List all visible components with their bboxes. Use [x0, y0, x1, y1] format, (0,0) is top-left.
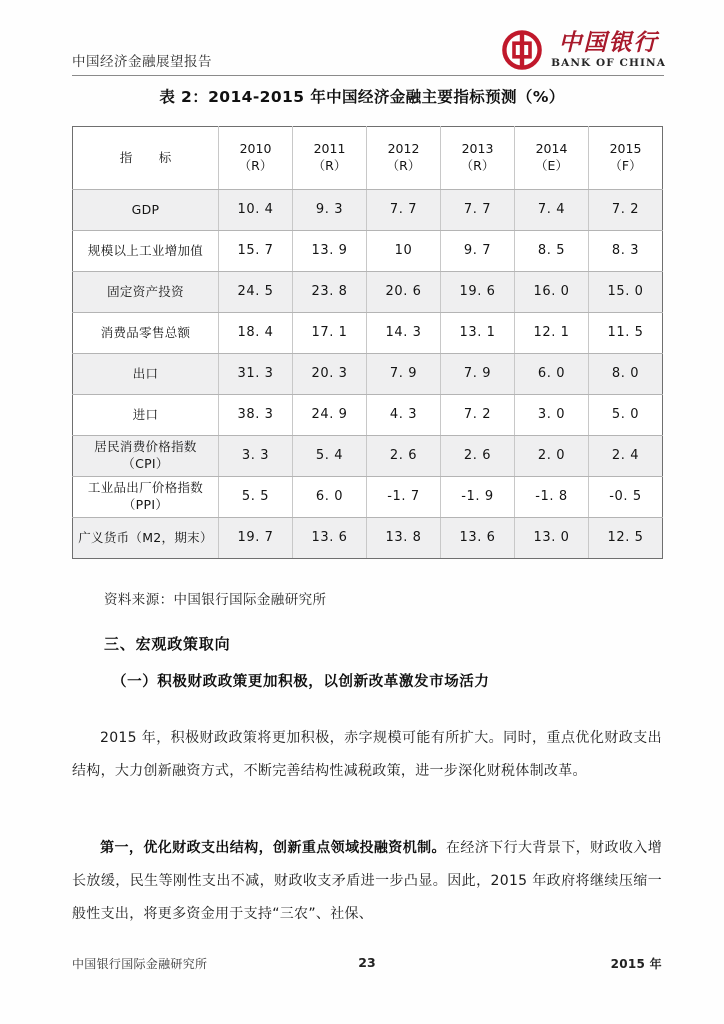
table-row-label: 固定资产投资 — [73, 272, 219, 313]
table-cell-value: 2. 6 — [441, 436, 515, 477]
col-header-2010-tag: （R） — [238, 158, 273, 173]
table-cell-value: 10 — [367, 231, 441, 272]
bank-of-china-logo — [502, 30, 666, 70]
col-header-2011-year: 2011 — [313, 141, 346, 157]
table-cell-value: 4. 3 — [367, 395, 441, 436]
table-row — [73, 272, 663, 313]
col-header-2013 — [441, 127, 515, 190]
table-cell-value: 14. 3 — [367, 313, 441, 354]
table-source-note: 资料来源：中国银行国际金融研究所 — [104, 592, 327, 608]
table-row-label: 进口 — [73, 395, 219, 436]
table-cell-value: 20. 6 — [367, 272, 441, 313]
table-cell-value: 8. 5 — [515, 231, 589, 272]
table-cell-value: 24. 5 — [219, 272, 293, 313]
table-cell-value: 2. 4 — [589, 436, 663, 477]
table-cell-value: 15. 7 — [219, 231, 293, 272]
table-cell-value: 17. 1 — [293, 313, 367, 354]
table-cell-value: 7. 9 — [367, 354, 441, 395]
page-footer — [72, 955, 662, 975]
page-header — [72, 28, 666, 76]
section-heading-level1: 三、宏观政策取向 — [104, 635, 231, 653]
table-cell-value: 31. 3 — [219, 354, 293, 395]
table-cell-value: 13. 6 — [293, 518, 367, 559]
col-header-indicator — [73, 127, 219, 190]
table-cell-value: 13. 6 — [441, 518, 515, 559]
table-cell-value: 24. 9 — [293, 395, 367, 436]
table-cell-value: 7. 9 — [441, 354, 515, 395]
table-body — [73, 190, 663, 559]
table-cell-value: 13. 9 — [293, 231, 367, 272]
boc-english-name: BANK OF CHINA — [551, 57, 666, 70]
table-row-label: GDP — [73, 190, 219, 231]
body-paragraph-2-rest: 在经济下行大背景下，财政收入增长放缓，民生等刚性支出不减，财政收支矛盾进一步凸显。因此，2015 年政府将继续压缩一般性支出，将更多资金用于支持“三农”、社保、 — [72, 840, 662, 922]
footer-page-number: 23 — [358, 955, 376, 970]
table-cell-value: 6. 0 — [293, 477, 367, 518]
col-header-2015-year: 2015 — [609, 141, 642, 157]
header-divider — [72, 75, 664, 76]
table-cell-value: 9. 7 — [441, 231, 515, 272]
table-cell-value: 3. 0 — [515, 395, 589, 436]
col-header-2014-tag: （E） — [535, 158, 568, 173]
col-header-2011 — [293, 127, 367, 190]
table-row-label — [73, 477, 219, 518]
table-row — [73, 436, 663, 477]
footer-institution: 中国银行国际金融研究所 — [72, 957, 208, 971]
table-cell-value: 13. 1 — [441, 313, 515, 354]
table-cell-value: 7. 7 — [367, 190, 441, 231]
table-cell-value: 18. 4 — [219, 313, 293, 354]
col-header-2013-year: 2013 — [461, 141, 494, 157]
table-cell-value: 7. 7 — [441, 190, 515, 231]
body-paragraph-2 — [72, 832, 662, 931]
table-cell-value: 8. 0 — [589, 354, 663, 395]
forecast-table-container — [72, 126, 662, 559]
table-cell-value: 5. 0 — [589, 395, 663, 436]
col-header-2013-tag: （R） — [460, 158, 495, 173]
table-cell-value: -1. 7 — [367, 477, 441, 518]
table-cell-value: 11. 5 — [589, 313, 663, 354]
forecast-table — [72, 126, 663, 559]
body-paragraph-1-text: 2015 年，积极财政政策将更加积极，赤字规模可能有所扩大。同时，重点优化财政支出结构，大力创新融资方式，不断完善结构性减税政策，进一步深化财税体制改革。 — [72, 730, 662, 779]
table-row-label: 规模以上工业增加值 — [73, 231, 219, 272]
col-header-2012-year: 2012 — [387, 141, 420, 157]
footer-year: 2015 年 — [610, 957, 662, 971]
table-row-label-line2: （CPI） — [122, 456, 169, 471]
table-cell-value: 5. 4 — [293, 436, 367, 477]
table-row — [73, 395, 663, 436]
table-cell-value: -1. 8 — [515, 477, 589, 518]
table-cell-value: 20. 3 — [293, 354, 367, 395]
table-row — [73, 190, 663, 231]
col-header-indicator-label: 指 标 — [119, 149, 179, 165]
body-paragraph-1 — [72, 722, 662, 788]
body-paragraph-2-lead: 第一，优化财政支出结构，创新重点领域投融资机制。 — [100, 840, 446, 856]
table-cell-value: -0. 5 — [589, 477, 663, 518]
col-header-2015 — [589, 127, 663, 190]
table-row — [73, 518, 663, 559]
table-cell-value: 15. 0 — [589, 272, 663, 313]
table-cell-value: 9. 3 — [293, 190, 367, 231]
col-header-2010 — [219, 127, 293, 190]
col-header-2010-year: 2010 — [239, 141, 272, 157]
col-header-2014-year: 2014 — [535, 141, 568, 157]
table-cell-value: 2. 0 — [515, 436, 589, 477]
col-header-2012 — [367, 127, 441, 190]
col-header-2015-tag: （F） — [609, 158, 642, 173]
table-cell-value: 2. 6 — [367, 436, 441, 477]
table-cell-value: 8. 3 — [589, 231, 663, 272]
table-cell-value: 13. 8 — [367, 518, 441, 559]
table-header-row — [73, 127, 663, 190]
table-row-label — [73, 436, 219, 477]
table-row — [73, 231, 663, 272]
table-cell-value: 19. 7 — [219, 518, 293, 559]
table-cell-value: 38. 3 — [219, 395, 293, 436]
table-cell-value: 7. 4 — [515, 190, 589, 231]
section-heading-level2: （一）积极财政政策更加积极，以创新改革激发市场活力 — [112, 674, 490, 690]
table-cell-value: 23. 8 — [293, 272, 367, 313]
table-row-label: 出口 — [73, 354, 219, 395]
table-row-label-line1: 居民消费价格指数 — [94, 439, 197, 455]
table-cell-value: 19. 6 — [441, 272, 515, 313]
table-row — [73, 354, 663, 395]
table-head — [73, 127, 663, 190]
table-cell-value: 12. 5 — [589, 518, 663, 559]
table-cell-value: 13. 0 — [515, 518, 589, 559]
table-title: 表 2：2014-2015 年中国经济金融主要指标预测（%） — [159, 88, 565, 106]
table-cell-value: 16. 0 — [515, 272, 589, 313]
boc-chinese-name: 中国银行 — [558, 29, 659, 57]
boc-wordmark — [551, 31, 666, 69]
table-row — [73, 313, 663, 354]
table-row-label: 广义货币（M2，期末） — [73, 518, 219, 559]
running-title: 中国经济金融展望报告 — [72, 54, 212, 70]
table-cell-value: 6. 0 — [515, 354, 589, 395]
col-header-2014 — [515, 127, 589, 190]
table-cell-value: 12. 1 — [515, 313, 589, 354]
table-row-label-line2: （PPI） — [122, 497, 169, 512]
table-cell-value: 3. 3 — [219, 436, 293, 477]
table-cell-value: 7. 2 — [589, 190, 663, 231]
boc-emblem-icon — [502, 30, 542, 70]
table-row-label: 消费品零售总额 — [73, 313, 219, 354]
table-row-label-line1: 工业品出厂价格指数 — [87, 480, 204, 496]
table-cell-value: 10. 4 — [219, 190, 293, 231]
table-row — [73, 477, 663, 518]
table-cell-value: 7. 2 — [441, 395, 515, 436]
col-header-2011-tag: （R） — [312, 158, 347, 173]
table-cell-value: 5. 5 — [219, 477, 293, 518]
table-cell-value: -1. 9 — [441, 477, 515, 518]
col-header-2012-tag: （R） — [386, 158, 421, 173]
